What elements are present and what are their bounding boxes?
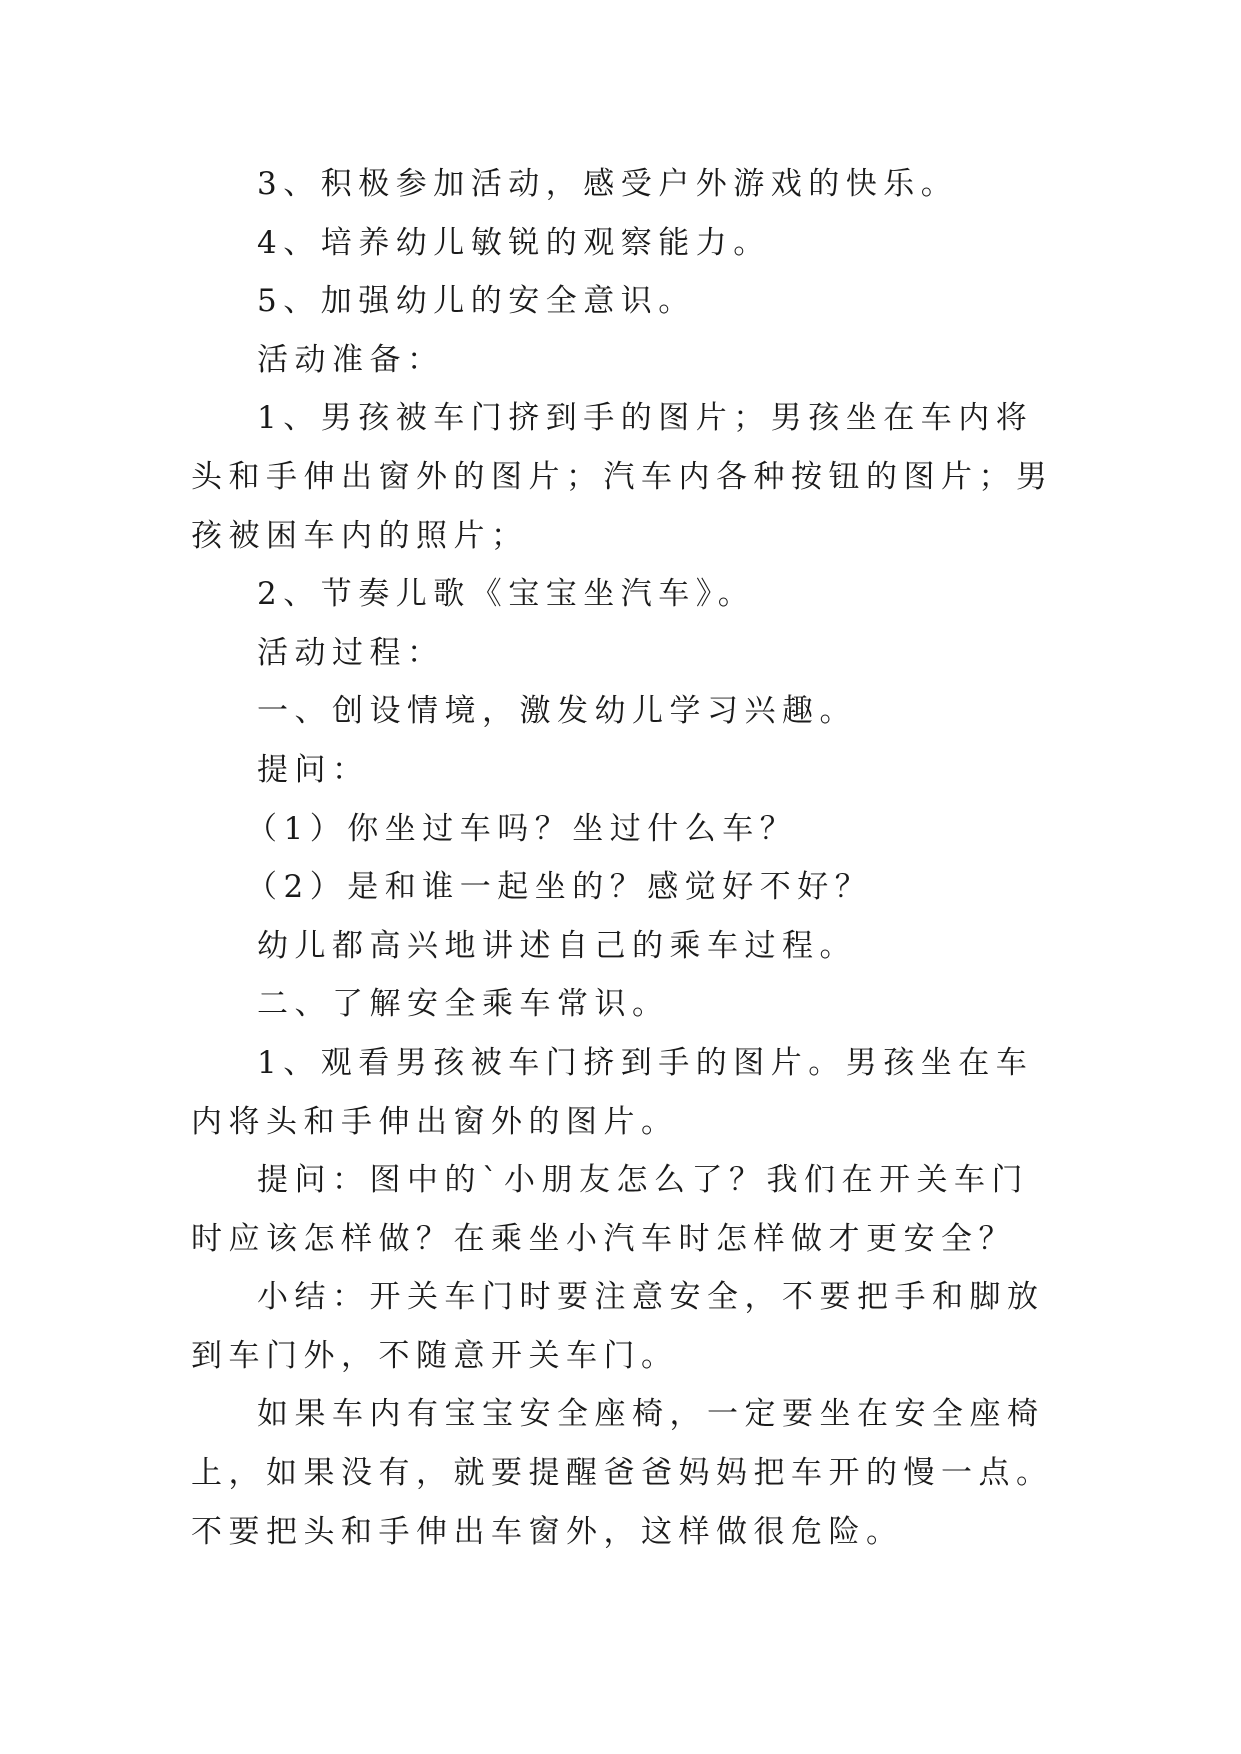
question-1: （1）你坐过车吗？坐过什么车？: [246, 810, 798, 847]
step-2-question: 提问：图中的`小朋友怎么了？我们在开关车门时应该怎样做？在乘坐小汽车时怎样做才更安全？: [191, 1162, 1029, 1257]
objective-5: 5、加强幼儿的安全意识。: [257, 283, 696, 320]
objective-4: 4、培养幼儿敏锐的观察能力。: [257, 224, 771, 261]
question-2: （2）是和谁一起坐的？感觉好不好？: [246, 869, 873, 906]
objective-3: 3、积极参加活动，感受户外游戏的快乐。: [257, 166, 959, 202]
preparation-1: 1、男孩被车门挤到手的图片；男孩坐在车内将头和手伸出窗外的图片；汽车内各种按钮的图片；男孩被困车内的照片；: [191, 400, 1054, 554]
question-label: 提问：: [257, 751, 370, 788]
section-heading-process: 活动过程：: [257, 634, 445, 671]
step-2-heading: 二、了解安全乘车常识。: [257, 986, 670, 1023]
preparation-2: 2、节奏儿歌《宝宝坐汽车》。: [257, 576, 756, 613]
step-2-item-1: 1、观看男孩被车门挤到手的图片。男孩坐在车内将头和手伸出窗外的图片。: [191, 1044, 1034, 1140]
section-heading-preparation: 活动准备：: [257, 341, 445, 378]
safety-seat-paragraph: 如果车内有宝宝安全座椅，一定要坐在安全座椅上，如果没有，就要提醒爸爸妈妈把车开的慢一点。不要把头和手伸出车窗外，这样做很危险。: [191, 1396, 1054, 1550]
step-2-summary: 小结：开关车门时要注意安全，不要把手和脚放到车门外，不随意开关车门。: [191, 1279, 1045, 1374]
document-body: [191, 155, 1061, 1561]
children-response: 幼儿都高兴地讲述自己的乘车过程。: [257, 927, 857, 964]
step-1-heading: 一、创设情境，激发幼儿学习兴趣。: [257, 693, 857, 730]
